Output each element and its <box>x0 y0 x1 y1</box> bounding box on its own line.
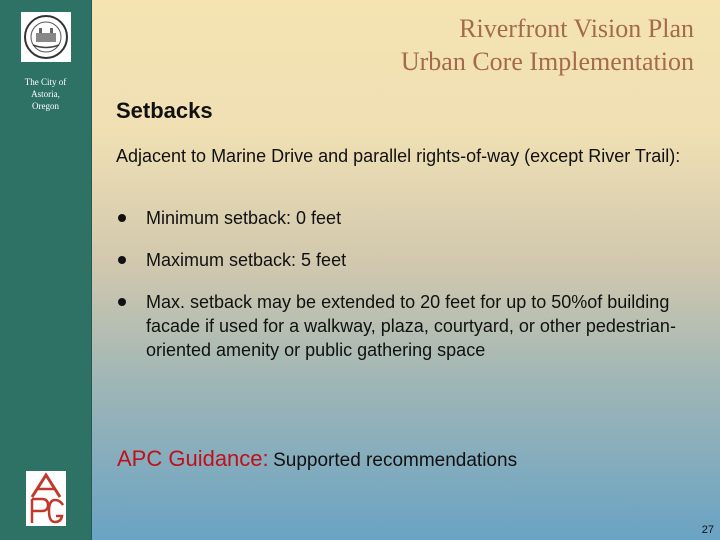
bullet-dot-icon <box>118 256 126 264</box>
page-number: 27 <box>701 524 714 536</box>
city-name <box>5 76 86 112</box>
bullet-dot-icon <box>118 214 126 222</box>
header-title-line-1: Riverfront Vision Plan <box>459 14 694 43</box>
bullet-text: Maximum setback: 5 feet <box>146 250 347 270</box>
bullet-list <box>118 206 688 380</box>
bullet-item <box>118 206 688 230</box>
bullet-text: Max. setback may be extended to 20 feet for up to 50%of building facade if used for a walkway, plaza, courtyard, or other pedestrian-oriented amenity or public gathering space <box>146 292 676 360</box>
apc-guidance <box>117 446 517 472</box>
bullet-text: Minimum setback: 0 feet <box>146 208 342 228</box>
city-line-2: Astoria, <box>31 89 60 99</box>
city-line-1: The City of <box>24 77 67 87</box>
section-title: Setbacks <box>116 98 213 123</box>
sidebar <box>0 0 91 540</box>
bullet-dot-icon <box>118 298 126 306</box>
city-line-3: Oregon <box>32 101 59 111</box>
city-seal-icon <box>21 12 71 62</box>
intro-paragraph: Adjacent to Marine Drive and parallel rights-of-way (except River Trail): <box>116 146 681 166</box>
guidance-label: APC Guidance: <box>117 446 269 471</box>
bullet-item <box>118 290 688 362</box>
bullet-item <box>118 248 688 272</box>
guidance-text: Supported recommendations <box>273 450 518 471</box>
slide-header-title <box>401 12 694 78</box>
header-title-line-2: Urban Core Implementation <box>400 47 694 76</box>
apg-logo <box>26 471 66 526</box>
